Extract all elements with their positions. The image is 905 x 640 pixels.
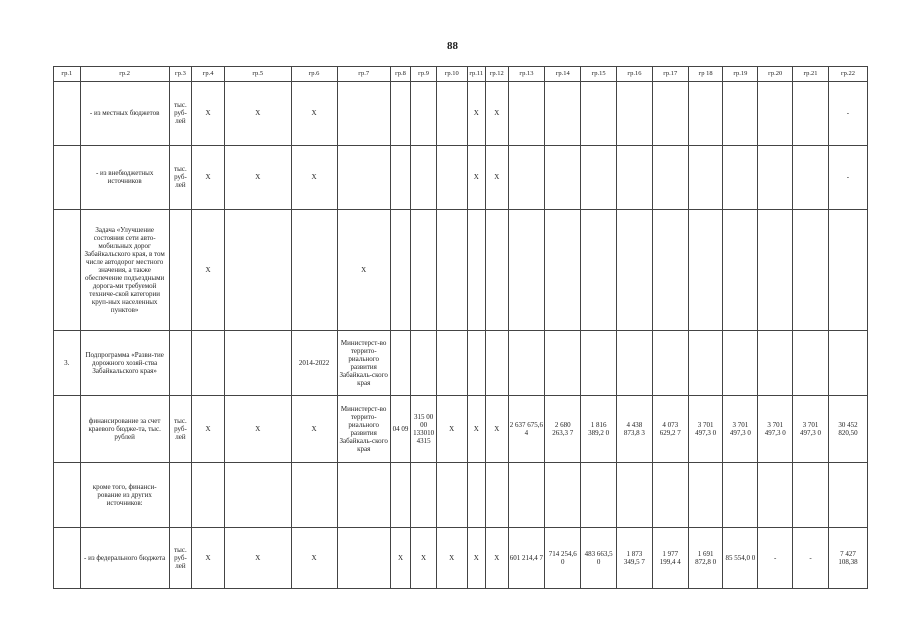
table-cell: X <box>192 145 225 209</box>
table-cell <box>436 209 467 330</box>
column-header: гр.10 <box>436 67 467 82</box>
table-cell: 1 816 389,2 0 <box>581 395 617 462</box>
table-cell <box>758 330 793 395</box>
table-cell: X <box>467 395 485 462</box>
table-cell: 30 452 820,50 <box>828 395 867 462</box>
table-cell: тыс. руб-лей <box>169 82 192 145</box>
table-cell <box>723 82 758 145</box>
table-cell <box>828 330 867 395</box>
table-cell <box>581 209 617 330</box>
table-cell <box>54 82 81 145</box>
table-cell <box>390 463 410 527</box>
column-header: гр.13 <box>508 67 545 82</box>
table-cell <box>688 145 723 209</box>
column-header: гр.7 <box>337 67 390 82</box>
table-cell: Министерст-во террито-риального развития Забайкаль-ского края <box>337 330 390 395</box>
table-cell: X <box>485 395 508 462</box>
table-cell <box>411 82 437 145</box>
table-cell: 2 637 675,6 4 <box>508 395 545 462</box>
table-cell <box>723 463 758 527</box>
table-cell: 4 073 629,2 7 <box>652 395 688 462</box>
column-header: гр.14 <box>545 67 581 82</box>
table-cell: 601 214,4 7 <box>508 527 545 588</box>
table-cell <box>617 330 653 395</box>
table-cell: X <box>192 209 225 330</box>
table-row <box>54 145 868 209</box>
table-cell <box>169 209 192 330</box>
table-cell <box>436 145 467 209</box>
table-cell <box>485 463 508 527</box>
table-cell: 483 663,5 0 <box>581 527 617 588</box>
table-cell <box>545 463 581 527</box>
table-cell <box>508 82 545 145</box>
table-cell: X <box>224 395 291 462</box>
table-cell: 04 09 <box>390 395 410 462</box>
table-cell: X <box>192 395 225 462</box>
table-cell: тыс. руб-лей <box>169 395 192 462</box>
table-cell <box>169 463 192 527</box>
column-header: гр.20 <box>758 67 793 82</box>
table-cell <box>485 209 508 330</box>
column-header: гр.11 <box>467 67 485 82</box>
column-header: гр.5 <box>224 67 291 82</box>
table-cell: - из федерального бюджета <box>80 527 169 588</box>
table-cell <box>793 82 829 145</box>
table-cell <box>617 145 653 209</box>
table-cell <box>485 330 508 395</box>
table-cell: X <box>337 209 390 330</box>
table-cell: X <box>467 145 485 209</box>
table-cell <box>411 330 437 395</box>
table-cell <box>793 145 829 209</box>
table-cell: - из местных бюджетов <box>80 82 169 145</box>
table-cell <box>652 209 688 330</box>
table-cell: X <box>436 527 467 588</box>
table-cell <box>467 209 485 330</box>
table-row <box>54 395 868 462</box>
table-cell <box>758 82 793 145</box>
column-header: гр.17 <box>652 67 688 82</box>
table-cell <box>508 463 545 527</box>
table-cell: 1 691 872,8 0 <box>688 527 723 588</box>
table-cell: 3 701 497,3 0 <box>688 395 723 462</box>
table-cell <box>545 330 581 395</box>
table-cell <box>508 209 545 330</box>
table-cell: - из внебюджетных источников <box>80 145 169 209</box>
table-cell: X <box>224 145 291 209</box>
table-cell <box>291 463 337 527</box>
table-cell <box>467 463 485 527</box>
header-row <box>54 67 868 82</box>
table-cell: тыс. руб-лей <box>169 527 192 588</box>
column-header: гр 18 <box>688 67 723 82</box>
table-cell: X <box>291 395 337 462</box>
table-cell <box>169 330 192 395</box>
table-cell <box>337 527 390 588</box>
table-cell <box>758 463 793 527</box>
table-cell: X <box>467 82 485 145</box>
table-cell: X <box>291 145 337 209</box>
table-cell <box>793 330 829 395</box>
table-cell <box>581 330 617 395</box>
table-cell <box>390 209 410 330</box>
table-cell <box>758 209 793 330</box>
table-cell <box>54 209 81 330</box>
table-cell <box>390 330 410 395</box>
table-cell <box>411 145 437 209</box>
table-cell: финансирование за счет краевого бюдже-та, тыс. рублей <box>80 395 169 462</box>
table-cell: 2014-2022 <box>291 330 337 395</box>
column-header: гр.3 <box>169 67 192 82</box>
column-header: гр.19 <box>723 67 758 82</box>
table-cell <box>723 330 758 395</box>
column-header: гр.9 <box>411 67 437 82</box>
table-cell: X <box>192 82 225 145</box>
table-cell: 315 00 00 133010 4315 <box>411 395 437 462</box>
table-cell <box>337 463 390 527</box>
table-cell <box>652 145 688 209</box>
table-cell <box>688 209 723 330</box>
table-cell <box>337 145 390 209</box>
table-row <box>54 330 868 395</box>
table-cell <box>337 82 390 145</box>
column-header: гр.4 <box>192 67 225 82</box>
table-cell: X <box>291 82 337 145</box>
table-cell <box>291 209 337 330</box>
table-cell: X <box>390 527 410 588</box>
table-cell: Министерст-во террито-риального развития Забайкаль-ского края <box>337 395 390 462</box>
column-header: гр.16 <box>617 67 653 82</box>
table-cell: X <box>467 527 485 588</box>
table-cell: 3. <box>54 330 81 395</box>
column-header: гр.22 <box>828 67 867 82</box>
table-cell <box>652 82 688 145</box>
table-cell: Задача «Улучшение состояния сети авто-мобильных дорог Забайкальского края, в том числе автодорог местного значения, а также обеспечение подъездными дорога-ми требуемой техниче-ской категории круп-ных населенных пунктов» <box>80 209 169 330</box>
table-cell <box>688 463 723 527</box>
column-header: гр.8 <box>390 67 410 82</box>
column-header: гр.12 <box>485 67 508 82</box>
table-cell <box>688 82 723 145</box>
table-cell <box>828 463 867 527</box>
table-cell: - <box>793 527 829 588</box>
table-cell <box>54 395 81 462</box>
table-cell <box>508 330 545 395</box>
table-cell <box>758 145 793 209</box>
column-header: гр.6 <box>291 67 337 82</box>
table-cell <box>390 82 410 145</box>
column-header: гр.15 <box>581 67 617 82</box>
table-cell: - <box>828 82 867 145</box>
table-cell: 2 680 263,3 7 <box>545 395 581 462</box>
table-cell <box>390 145 410 209</box>
table-cell <box>545 82 581 145</box>
data-table <box>53 66 868 589</box>
table-cell <box>508 145 545 209</box>
table-cell: X <box>485 145 508 209</box>
table-cell <box>224 330 291 395</box>
table-cell: X <box>224 82 291 145</box>
table-cell <box>224 209 291 330</box>
table-cell: X <box>411 527 437 588</box>
table-cell <box>723 209 758 330</box>
table-cell <box>54 463 81 527</box>
column-header: гр.2 <box>80 67 169 82</box>
table-row <box>54 82 868 145</box>
table-cell <box>545 145 581 209</box>
table-cell <box>581 82 617 145</box>
table-cell: 3 701 497,3 0 <box>758 395 793 462</box>
table-cell <box>54 145 81 209</box>
table-cell: 1 873 349,5 7 <box>617 527 653 588</box>
table-cell: - <box>828 145 867 209</box>
table-cell: X <box>485 82 508 145</box>
table-cell: X <box>224 527 291 588</box>
table-cell: 85 554,0 0 <box>723 527 758 588</box>
table-cell: 7 427 108,38 <box>828 527 867 588</box>
table-cell <box>581 145 617 209</box>
table-row <box>54 209 868 330</box>
table-cell <box>688 330 723 395</box>
table-cell <box>411 209 437 330</box>
table-cell <box>828 209 867 330</box>
table-cell: кроме того, финанси-рование из других источников: <box>80 463 169 527</box>
table-cell: X <box>436 395 467 462</box>
table-row <box>54 463 868 527</box>
table-cell <box>581 463 617 527</box>
table-cell <box>723 145 758 209</box>
table-cell: 4 438 873,8 3 <box>617 395 653 462</box>
table-cell <box>617 463 653 527</box>
table-cell <box>411 463 437 527</box>
table-cell <box>793 463 829 527</box>
column-header: гр.1 <box>54 67 81 82</box>
table-cell: Подпрограмма «Разви-тие дорожного хозяй-ства Забайкальского края» <box>80 330 169 395</box>
table-cell <box>436 82 467 145</box>
table-cell: 3 701 497,3 0 <box>793 395 829 462</box>
table-cell <box>192 463 225 527</box>
table-cell <box>652 463 688 527</box>
table-cell: X <box>291 527 337 588</box>
table-cell: X <box>485 527 508 588</box>
table-cell <box>617 209 653 330</box>
table-cell: 3 701 497,3 0 <box>723 395 758 462</box>
table-cell: 1 977 199,4 4 <box>652 527 688 588</box>
table-cell <box>545 209 581 330</box>
table-cell: - <box>758 527 793 588</box>
table-row <box>54 527 868 588</box>
column-header: гр.21 <box>793 67 829 82</box>
table-cell <box>436 463 467 527</box>
table-cell: тыс. руб-лей <box>169 145 192 209</box>
table-cell <box>54 527 81 588</box>
table-cell <box>224 463 291 527</box>
table-cell <box>436 330 467 395</box>
table-cell: X <box>192 527 225 588</box>
table-cell <box>192 330 225 395</box>
table-cell <box>617 82 653 145</box>
table-cell <box>467 330 485 395</box>
table-cell <box>793 209 829 330</box>
table-cell: 714 254,6 0 <box>545 527 581 588</box>
page-number: 88 <box>447 40 458 52</box>
table-cell <box>652 330 688 395</box>
